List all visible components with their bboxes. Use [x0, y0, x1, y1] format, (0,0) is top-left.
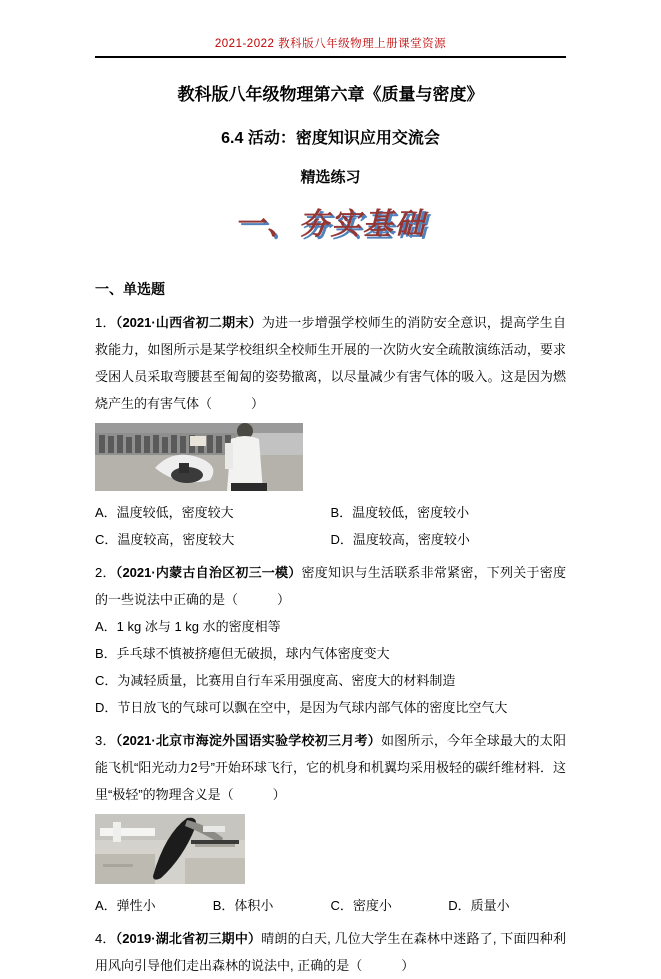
question-4-source: （2019·湖北省初三期中） [115, 931, 262, 946]
option-c[interactable]: C．为减轻质量，比赛用自行车采用强度高、密度大的材料制造 [95, 673, 456, 688]
option-a[interactable]: A．温度较低，密度较大 [95, 505, 234, 520]
lesson-title: 6.4 活动：密度知识应用交流会 [221, 130, 440, 147]
question-2-source: （2021·内蒙古自治区初三一模） [115, 565, 302, 580]
option-b[interactable]: B．体积小 [212, 898, 274, 913]
question-1-number: 1． [95, 315, 116, 330]
question-3-stem: 如图所示，今年全球最大的太阳能飞机“阳光动力2号”开始环球飞行，它的机身和机翼均采用极轻的碳纤维材料．这里“极轻”的物理含义是（ ） [95, 733, 566, 802]
question-1-text [95, 309, 566, 417]
question-1-options [95, 499, 566, 553]
option-d[interactable]: D．温度较高，密度较小 [330, 532, 470, 547]
question-4-number: 4． [95, 931, 116, 946]
option-c[interactable]: C．密度小 [330, 898, 392, 913]
chapter-title: 教科版八年级物理第六章《质量与密度》 [177, 85, 484, 104]
subtitle: 精选练习 [300, 169, 361, 186]
question-4-stem: 晴朗的白天, 几位大学生在森林中迷路了, 下面四种利用风向引导他们走出森林的说法中, 正确的是（ ） [95, 931, 566, 973]
question-4-text [95, 925, 566, 979]
question-3-text [95, 727, 566, 808]
question-2-number: 2． [95, 565, 116, 580]
option-b[interactable]: B．温度较低，密度较小 [330, 505, 470, 520]
document-header [95, 34, 566, 58]
option-d[interactable]: D．质量小 [448, 898, 510, 913]
option-c[interactable]: C．温度较高，密度较大 [95, 532, 235, 547]
question-2 [95, 559, 566, 721]
solar-plane-photo [95, 814, 566, 884]
question-2-text [95, 559, 566, 613]
option-a[interactable]: A．1 kg 冰与 1 kg 水的密度相等 [95, 619, 281, 634]
fire-drill-photo [95, 423, 566, 491]
wordart-section-banner: 一、夯实基础 [234, 208, 427, 241]
question-2-stem: 密度知识与生活联系非常紧密，下列关于密度的一些说法中正确的是（ ） [95, 565, 566, 607]
option-a[interactable]: A．弹性小 [95, 898, 156, 913]
question-1 [95, 309, 566, 553]
question-3-source: （2021·北京市海淀外国语实验学校初三月考） [115, 733, 381, 748]
header-source-text: 2021-2022 教科版八年级物理上册课堂资源 [214, 38, 447, 50]
question-1-stem: 为进一步增强学校师生的消防安全意识，提高学生自救能力，如图所示是某学校组织全校师生开展的一次防火安全疏散演练活动，要求受困人员采取弯腰甚至匍匐的姿势撤离，以尽量减少有害气体的吸入。这是因为燃烧产生的有害气体（ ） [95, 315, 566, 411]
question-4 [95, 925, 566, 979]
option-b[interactable]: B．乒乓球不慎被挤瘪但无破损，球内气体密度变大 [95, 646, 390, 661]
option-d[interactable]: D．节日放飞的气球可以飘在空中，是因为气球内部气体的密度比空气大 [95, 700, 508, 715]
question-3-number: 3． [95, 733, 116, 748]
question-type-header: 一、单选题 [95, 281, 165, 297]
question-1-source: （2021·山西省初二期末） [115, 315, 262, 330]
question-3 [95, 727, 566, 919]
question-2-options [95, 613, 566, 721]
question-3-options [95, 892, 566, 919]
